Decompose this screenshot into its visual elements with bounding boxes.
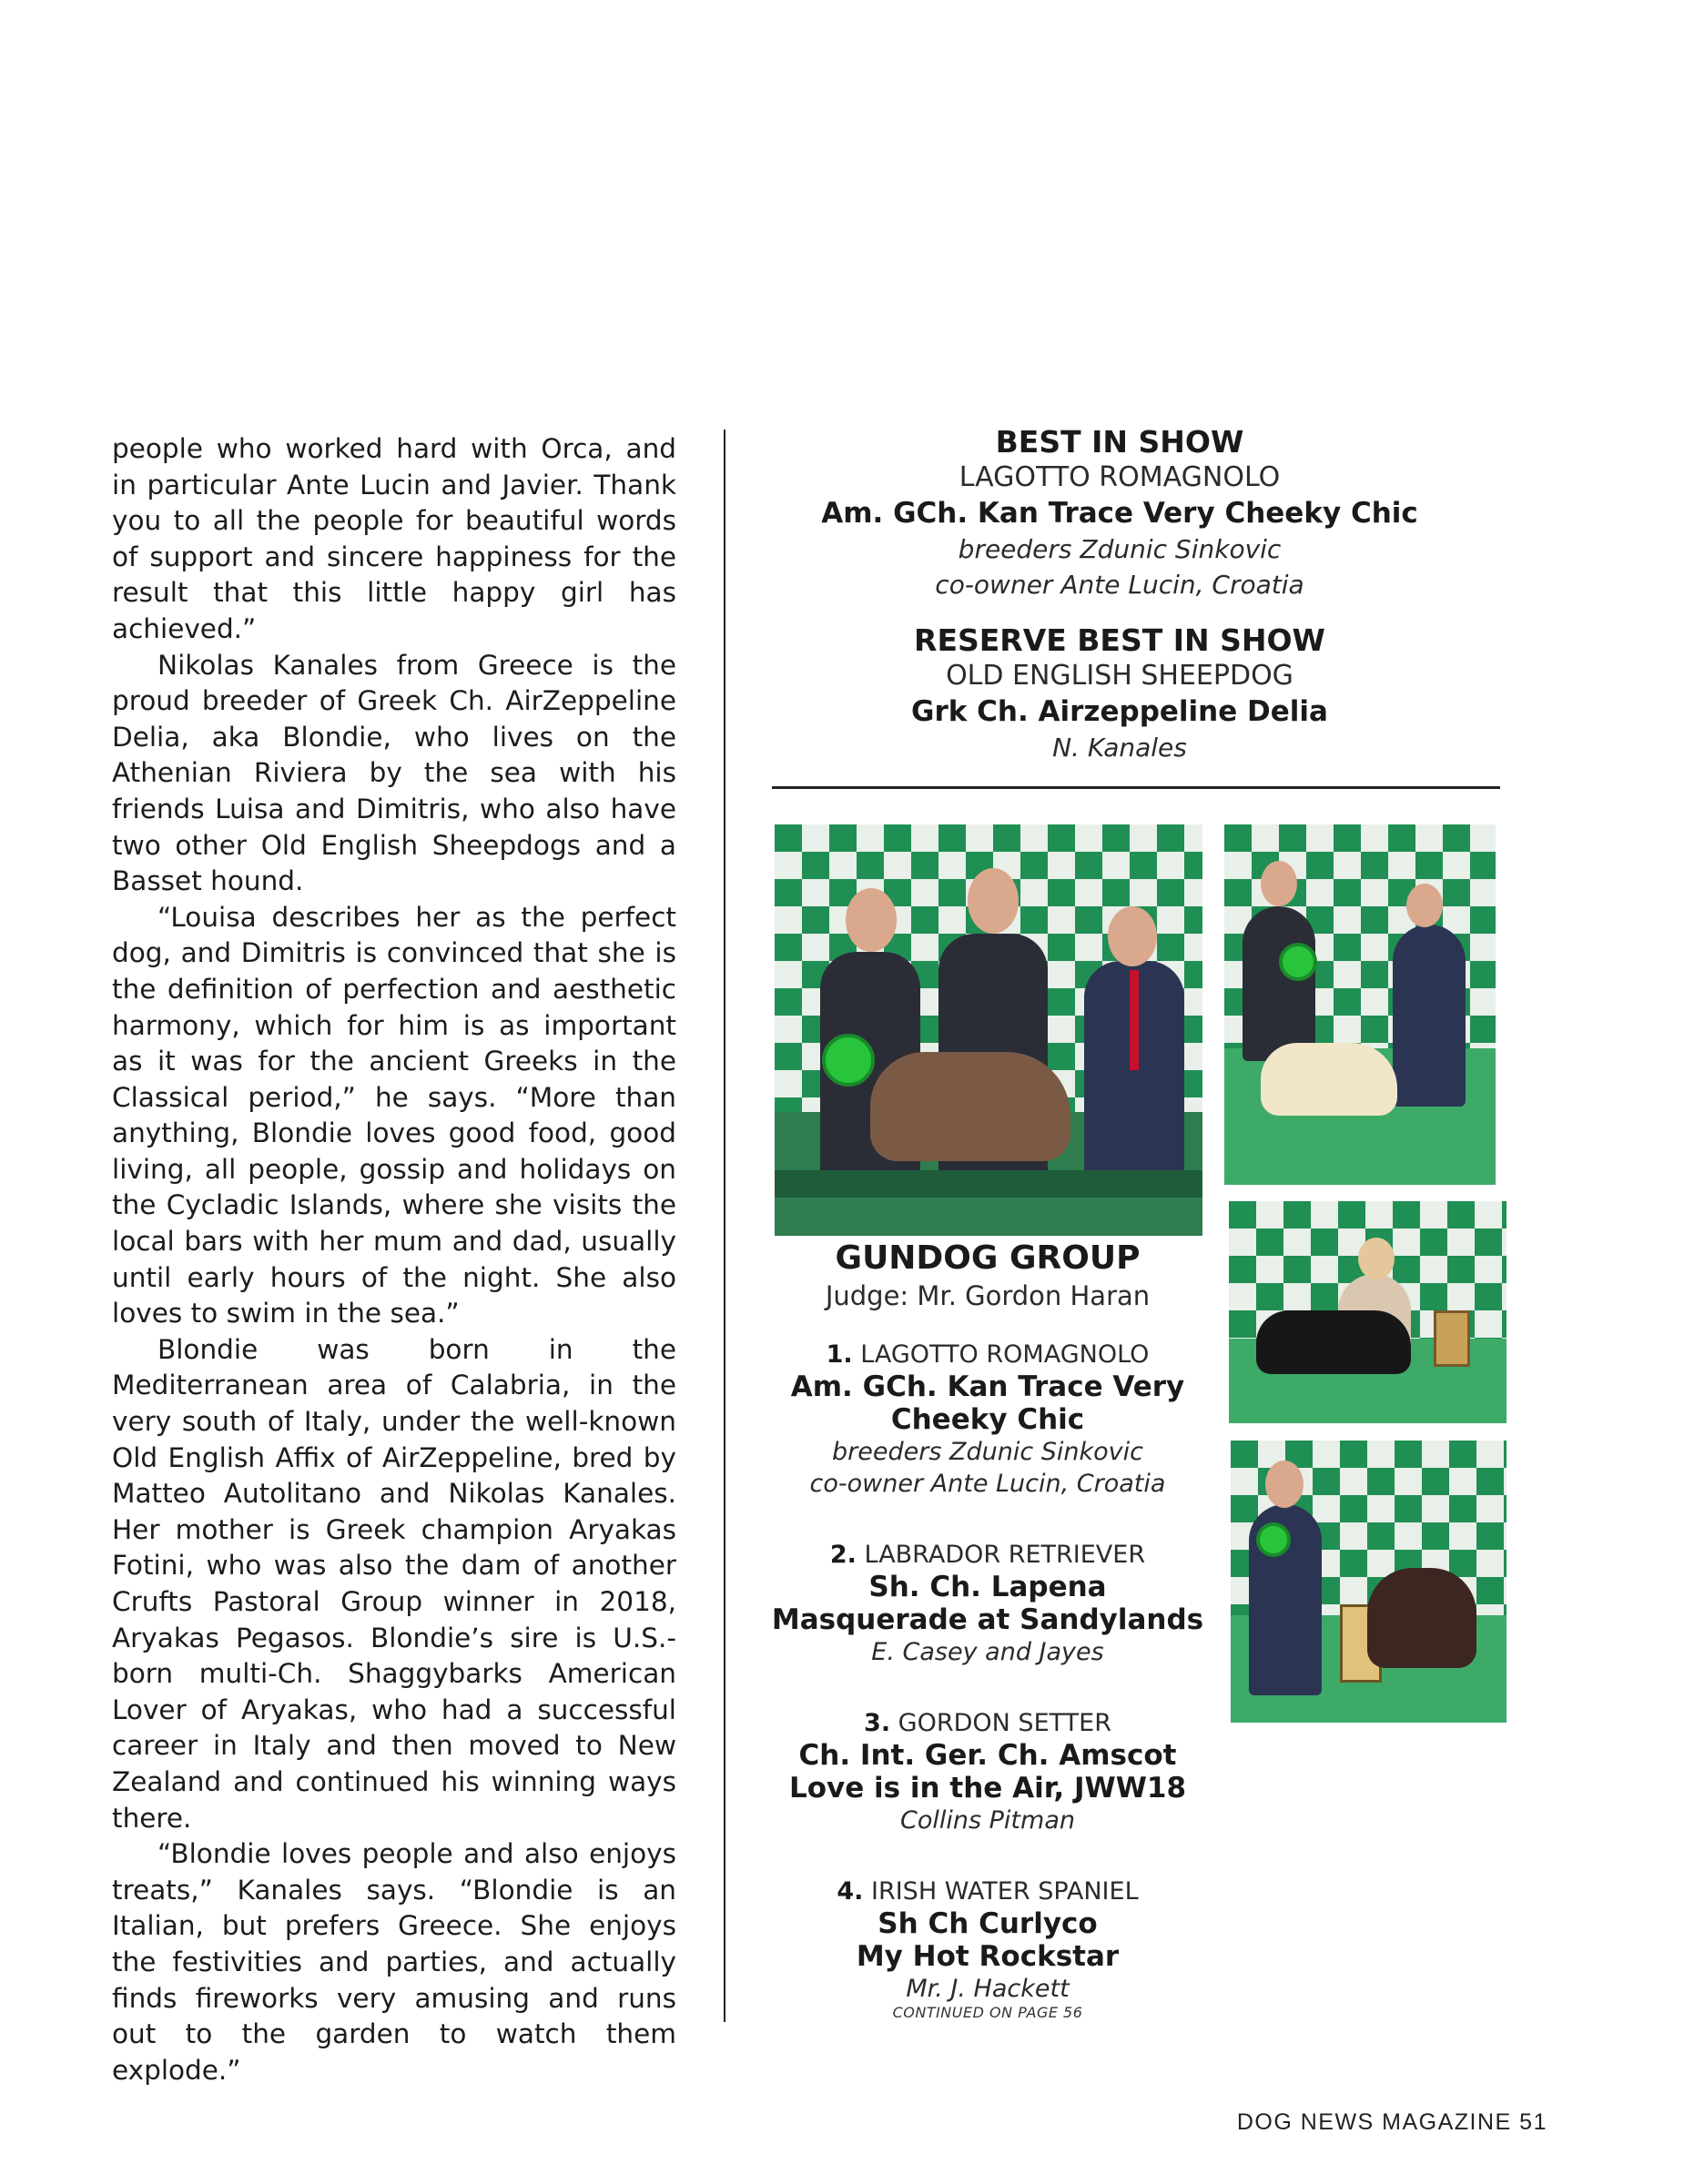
gordon-setter-photo	[1229, 1201, 1506, 1423]
show-results	[756, 424, 1484, 765]
article-paragraph: people who worked hard with Orca, and in particular Ante Lucin and Javier. Thank you to all the people for beautiful words of support and sincere happiness for the result that this little happy girl has achieved.”	[112, 433, 676, 644]
rosette-icon	[1256, 1522, 1291, 1557]
placement-dog: Sh. Ch. Lapena	[868, 1571, 1107, 1603]
placement-dog: Love is in the Air, JWW18	[788, 1772, 1187, 1805]
placement-dog: Masquerade at Sandylands	[771, 1603, 1204, 1636]
reserve-best-in-show-dog: Grk Ch. Airzeppeline Delia	[911, 695, 1328, 728]
gundog-group	[769, 1238, 1206, 2005]
best-in-show-coowner: co-owner Ante Lucin, Croatia	[935, 570, 1304, 600]
placement-2	[769, 1540, 1206, 1668]
best-in-show-breeders: breeders Zdunic Sinkovic	[958, 534, 1282, 564]
placement-dog: Sh Ch Curlyco	[878, 1907, 1098, 1940]
placement-dog: My Hot Rockstar	[856, 1940, 1120, 1973]
rosette-icon	[822, 1034, 875, 1087]
best-in-show-breed: LAGOTTO ROMAGNOLO	[959, 461, 1281, 493]
placement-info: E. Casey and Jayes	[871, 1638, 1104, 1666]
gundog-group-judge: Judge: Mr. Gordon Haran	[825, 1280, 1151, 1311]
column-divider	[724, 430, 725, 2022]
placement-number: 2.	[829, 1541, 857, 1569]
article-column	[112, 431, 676, 2088]
continued-note: CONTINUED ON PAGE 56	[892, 2004, 1083, 2021]
placement-breed: GORDON SETTER	[898, 1709, 1111, 1737]
placement-number: 3.	[864, 1709, 891, 1737]
reserve-best-in-show-owner: N. Kanales	[1052, 733, 1187, 763]
placement-info: Mr. J. Hackett	[906, 1975, 1070, 2003]
best-in-show-photo	[775, 824, 1202, 1236]
placement-4	[769, 1876, 1206, 2005]
article-paragraph: Blondie was born in the Mediterranean area of Calabria, in the very south of Italy, under the well-known Old English Affix of AirZeppeline, bred by Matteo Autolitano and Nikolas Kanales. Her mother is Greek champion Aryakas Fotini, who was also the dam of another Crufts Pastoral Group winner in 2018, Aryakas Pegasos. Blondie’s sire is U.S.-born multi-Ch. Shaggybarks American Lover of Aryakas, who had a successful career in Italy and then moved to New Zealand and continued his winning ways there.	[112, 1333, 676, 1834]
placement-breed: LABRADOR RETRIEVER	[864, 1541, 1146, 1569]
article-paragraph: Nikolas Kanales from Greece is the proud breeder of Greek Ch. AirZeppeline Delia, aka Blondie, who lives on the Athenian Riviera by the sea with his friends Luisa and Dimitris, who also have two other Old English Sheepdogs and a Basset hound.	[112, 649, 676, 897]
article-paragraph: “Louisa describes her as the perfect dog, and Dimitris is convinced that she is the definition of perfection and aesthetic harmony, which for him is as important as it was for the ancient Greeks in the Classical period,” he says. “More than anything, Blondie loves good food, good living, all people, gossip and holidays on the Cycladic Islands, where she visits the local bars with her mum and dad, usually until early hours of the night. She also loves to swim in the sea.”	[112, 901, 676, 1330]
placement-dog: Am. GCh. Kan Trace Very	[790, 1370, 1185, 1403]
placement-dog: Ch. Int. Ger. Ch. Amscot	[798, 1739, 1177, 1772]
best-in-show-title: BEST IN SHOW	[995, 424, 1244, 460]
placement-dog: Cheeky Chic	[890, 1403, 1085, 1436]
placement-3	[769, 1708, 1206, 1836]
placement-info: Collins Pitman	[900, 1806, 1075, 1835]
reserve-best-in-show-title: RESERVE BEST IN SHOW	[914, 622, 1325, 658]
placement-breed: IRISH WATER SPANIEL	[871, 1877, 1139, 1906]
article-paragraph: “Blondie loves people and also enjoys treats,” Kanales says. “Blondie is an Italian, but prefers Greece. She enjoys the festivities and parties, and actually finds fireworks very amusing and runs out to the garden to watch them explode.”	[112, 1838, 676, 2086]
placement-1	[769, 1340, 1206, 1500]
placement-info: breeders Zdunic Sinkovic	[832, 1438, 1143, 1466]
placement-number: 4.	[837, 1877, 864, 1906]
gundog-group-title: GUNDOG GROUP	[835, 1239, 1141, 1277]
section-divider	[772, 786, 1500, 789]
labrador-photo	[1224, 824, 1496, 1185]
page-footer: DOG NEWS MAGAZINE 51	[1236, 2109, 1547, 2135]
placement-info: co-owner Ante Lucin, Croatia	[809, 1470, 1166, 1498]
best-in-show-dog: Am. GCh. Kan Trace Very Cheeky Chic	[821, 497, 1418, 530]
placement-number: 1.	[826, 1340, 853, 1369]
irish-water-spaniel-photo	[1231, 1441, 1506, 1723]
reserve-best-in-show-breed: OLD ENGLISH SHEEPDOG	[946, 660, 1293, 692]
rosette-icon	[1279, 943, 1317, 981]
placement-breed: LAGOTTO ROMAGNOLO	[860, 1340, 1150, 1369]
